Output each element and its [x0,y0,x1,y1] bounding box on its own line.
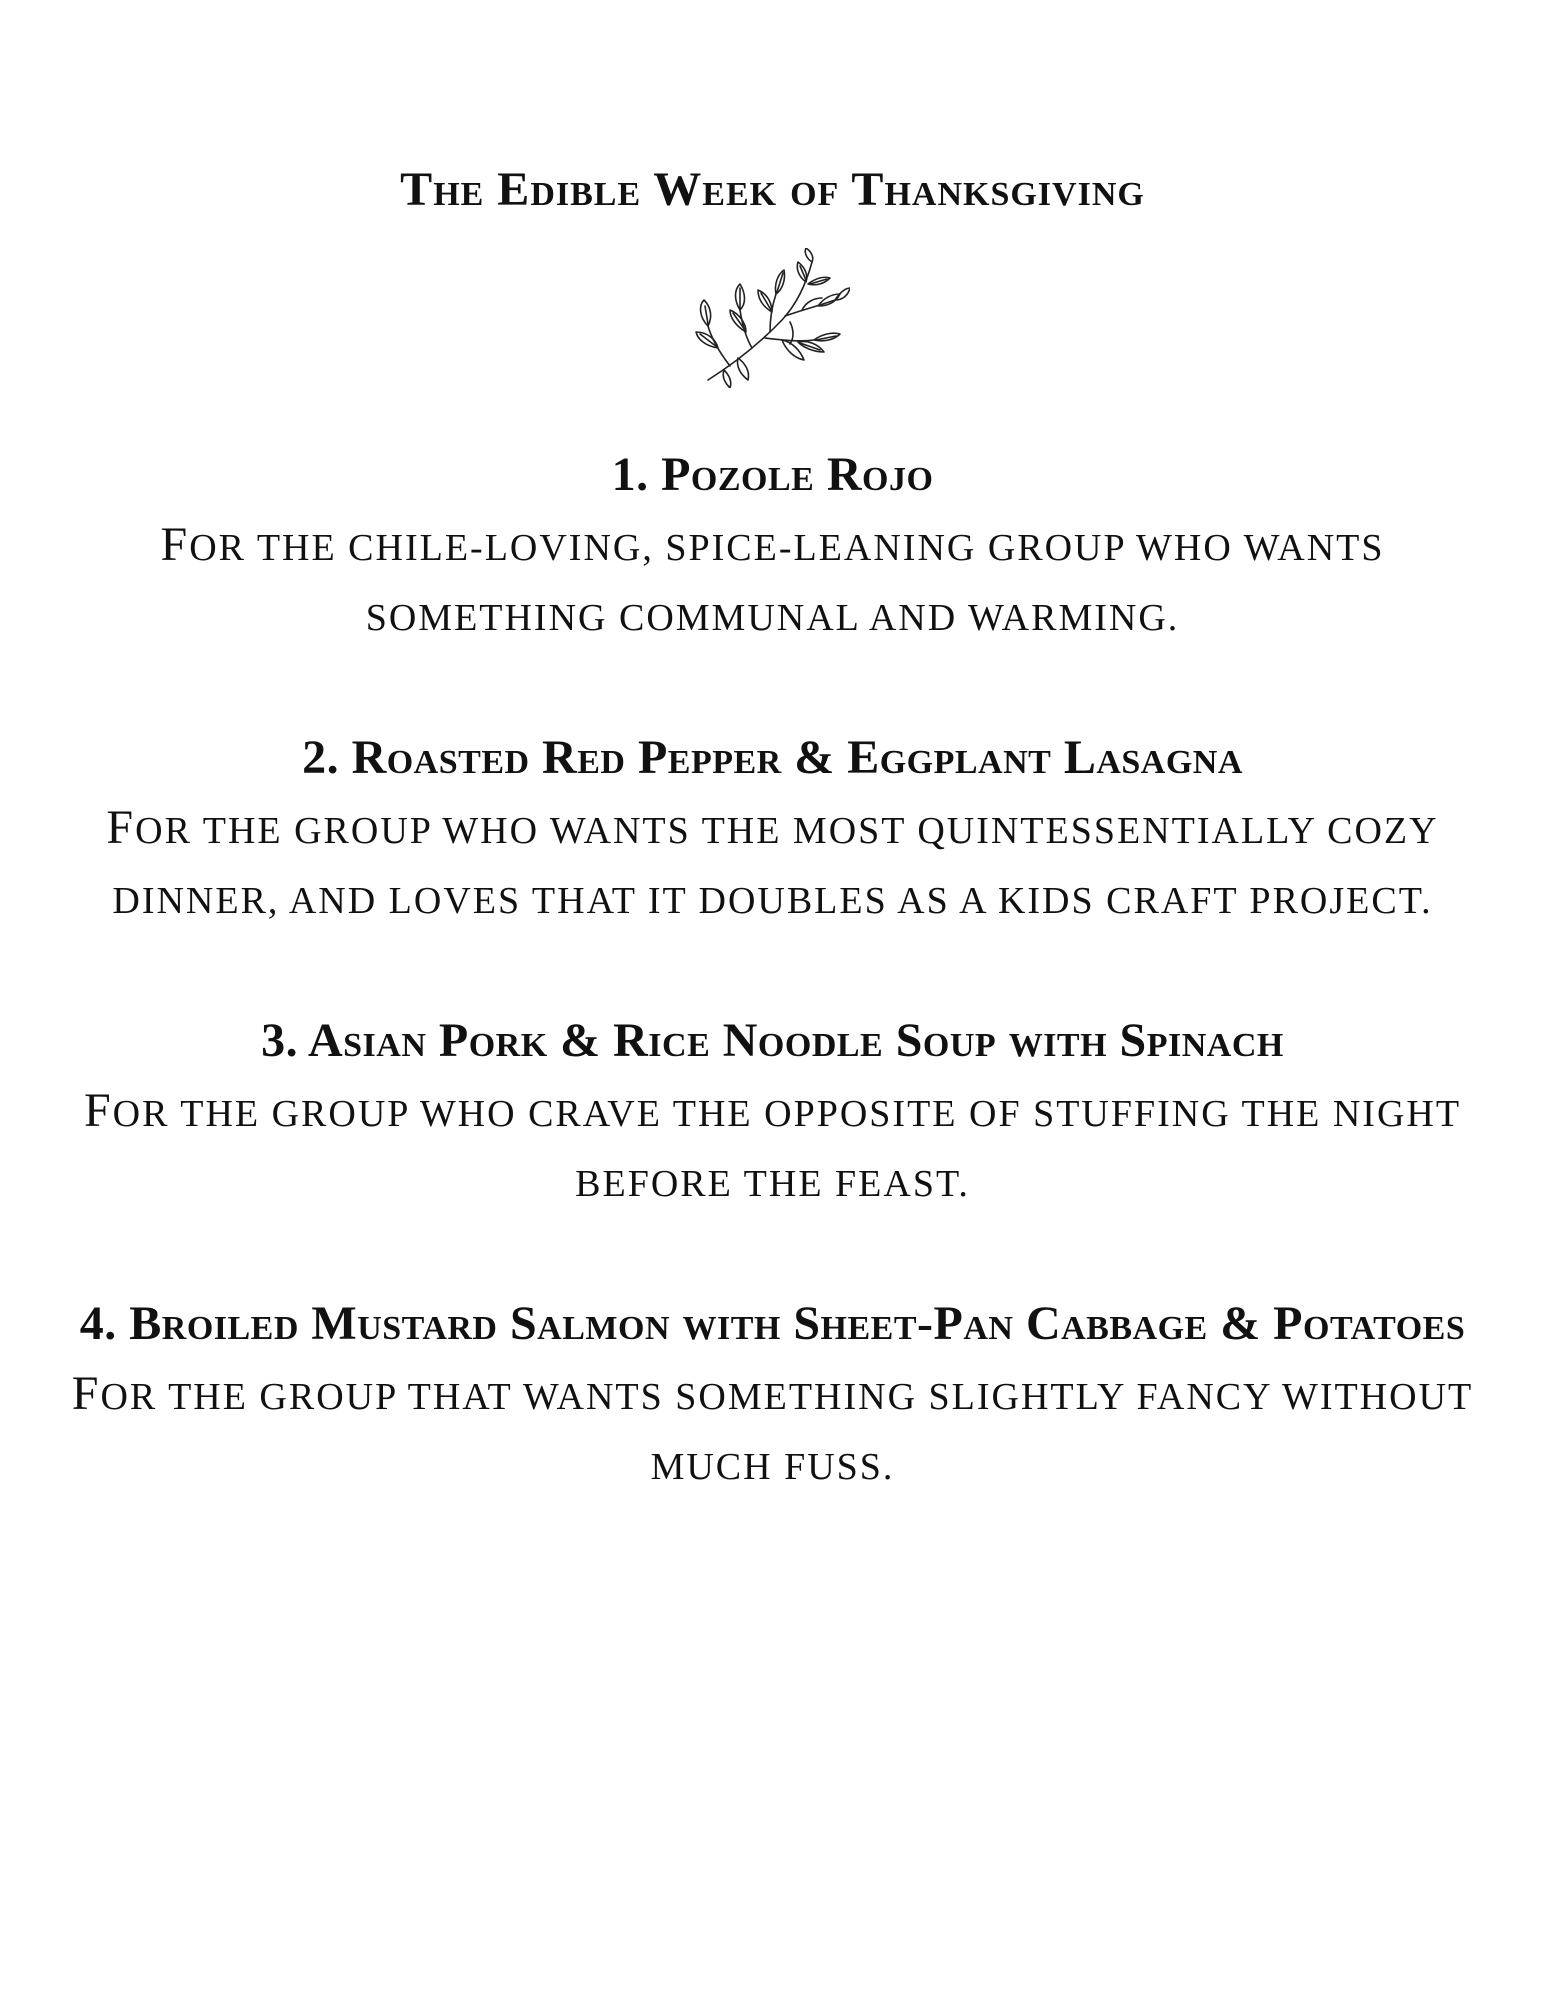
meal-item [40,723,1505,936]
meal-title: 3. Asian Pork & Rice Noodle Soup with Spinach [261,1014,1284,1067]
meal-title: 1. Pozole Rojo [611,448,934,501]
meal-title: 2. Roasted Red Pepper & Eggplant Lasagna [302,731,1243,784]
meal-list [40,440,1505,1572]
meal-item [40,440,1505,653]
meal-description: FOR THE CHILE-LOVING, SPICE-LEANING GROUP WHO WANTS SOMETHING COMMUNAL AND WARMING. [160,518,1385,639]
leaf-sprig-icon [690,248,850,388]
meal-description: FOR THE GROUP WHO CRAVE THE OPPOSITE OF STUFFING THE NIGHT BEFORE THE FEAST. [83,1084,1462,1205]
meal-description: FOR THE GROUP WHO WANTS THE MOST QUINTESSENTIALLY COZY DINNER, AND LOVES THAT IT DOUBLES AS A KIDS CRAFT PROJECT. [106,801,1439,922]
document-title: The Edible Week of Thanksgiving [400,163,1145,216]
meal-item [40,1006,1505,1219]
meal-item [40,1289,1505,1502]
meal-title: 4. Broiled Mustard Salmon with Sheet-Pan Cabbage & Potatoes [79,1297,1466,1350]
meal-description: FOR THE GROUP THAT WANTS SOMETHING SLIGHTLY FANCY WITHOUT MUCH FUSS. [71,1367,1474,1488]
